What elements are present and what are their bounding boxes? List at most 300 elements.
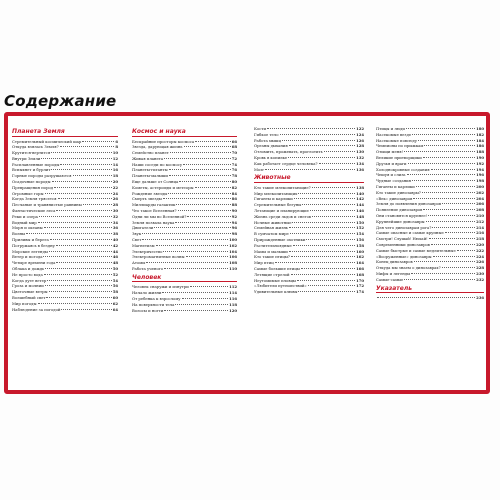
- contents-column-2: [132, 126, 237, 388]
- dot-leader: [56, 245, 112, 246]
- dot-leader: [61, 309, 111, 310]
- toc-entry-page: 210: [476, 212, 484, 218]
- toc-entry-title: Внутри Земли: [12, 155, 41, 161]
- toc-entry-title: Свет: [132, 237, 142, 243]
- dot-leader: [308, 285, 355, 286]
- toc-entry-page: 172: [356, 283, 364, 289]
- toc-entry-title: Кто такие динозавры?: [376, 189, 421, 195]
- toc-entry-page: 32: [112, 213, 118, 219]
- toc-entry-title: Мозг: [254, 166, 265, 172]
- dot-leader: [163, 251, 228, 252]
- dot-leader: [302, 204, 355, 205]
- dot-leader: [38, 222, 112, 223]
- section-heading: Космос и наука: [132, 128, 237, 137]
- dot-leader: [163, 198, 231, 199]
- toc-entry-page: 10: [112, 150, 118, 156]
- dot-leader: [175, 304, 228, 305]
- toc-entry-page: 212: [476, 218, 484, 224]
- toc-entry-page: 186: [476, 143, 484, 149]
- toc-entry-title: Для чего динозаврам рога?: [376, 224, 432, 230]
- dot-leader: [412, 134, 475, 135]
- dot-leader: [445, 232, 475, 233]
- dot-leader: [184, 146, 231, 147]
- dot-leader: [298, 193, 355, 194]
- toc-entry-page: 78: [231, 173, 237, 179]
- toc-entry-title: Птицы и люди: [376, 126, 405, 131]
- dot-leader: [310, 210, 355, 211]
- toc-entry-title: Летящие стрелой: [254, 271, 290, 277]
- dot-leader: [411, 273, 475, 274]
- dot-leader: [306, 239, 355, 240]
- dot-leader: [416, 186, 475, 187]
- toc-entry-title: Кровь в копилке: [254, 154, 288, 160]
- dot-leader: [324, 151, 355, 152]
- toc-entry-title: Смерть звезды: [132, 196, 162, 202]
- toc-entry-page: 112: [229, 284, 237, 290]
- toc-entry-page: 38: [112, 231, 118, 237]
- toc-entry-page: 148: [356, 213, 364, 219]
- toc-entry-title: Насекомые повсюду: [376, 137, 417, 143]
- toc-entry-title: Откуда мы знаем о динозаврах?: [376, 265, 441, 271]
- toc-entry-title: Приливы и берега: [12, 237, 49, 243]
- toc-entry-title: Облака и дождь: [12, 266, 45, 272]
- dot-leader: [154, 227, 230, 228]
- toc-entry: [132, 266, 237, 272]
- toc-entry-page: 44: [112, 248, 118, 254]
- toc-entry-page: 188: [476, 149, 484, 155]
- toc-entry-page: 28: [112, 202, 118, 208]
- toc-entry-page: 98: [231, 231, 237, 237]
- dot-leader: [282, 140, 355, 141]
- toc-entry-page: 30: [112, 208, 118, 214]
- dot-leader: [431, 244, 475, 245]
- toc-entry-title: Магнетизм: [132, 242, 155, 248]
- toc-entry-title: Чудные создания: [376, 178, 412, 184]
- toc-entry-page: 100: [229, 237, 237, 243]
- toc-entry-page: 68: [231, 144, 237, 150]
- toc-entry-title: Мир птиц: [254, 260, 274, 266]
- section-heading: Указатель: [376, 285, 484, 294]
- toc-entry-page: 22: [112, 184, 118, 190]
- dot-leader: [51, 152, 111, 153]
- toc-entry-title: Отыщи меня!: [376, 149, 404, 155]
- toc-entry-page: 6: [115, 138, 118, 144]
- toc-entry: [376, 295, 484, 301]
- dot-leader: [52, 181, 112, 182]
- contents-column-1: [12, 126, 118, 388]
- toc-entry-page: 92: [231, 213, 237, 219]
- toc-entry-title: Двигатели: [132, 225, 154, 231]
- toc-entry-title: Кости: [254, 126, 266, 131]
- toc-entry-page: 160: [356, 248, 364, 254]
- toc-entry-page: 50: [112, 266, 118, 272]
- toc-entry-page: 170: [356, 277, 364, 283]
- dot-leader: [432, 227, 475, 228]
- dot-leader: [265, 169, 355, 170]
- toc-entry-title: Моря и океаны: [12, 225, 43, 231]
- toc-entry-page: 204: [476, 195, 484, 201]
- toc-entry-page: 66: [231, 138, 237, 144]
- toc-entry-page: 34: [112, 219, 118, 225]
- toc-entry-page: 60: [112, 295, 118, 301]
- dot-leader: [142, 239, 228, 240]
- toc-entry-title: Мифы и легенды: [376, 270, 411, 276]
- toc-entry-page: 196: [476, 172, 484, 178]
- toc-entry-page: 108: [229, 260, 237, 266]
- toc-entry-page: 146: [356, 208, 364, 214]
- toc-entry-page: 90: [231, 208, 237, 214]
- dot-leader: [44, 227, 112, 228]
- dot-leader: [170, 152, 231, 153]
- toc-entry-title: Планеты-гиганты: [132, 167, 168, 173]
- dot-leader: [404, 279, 475, 280]
- toc-entry-title: Великие притворщики: [376, 154, 422, 160]
- toc-entry-page: 8: [115, 144, 118, 150]
- toc-entry-title: «Любители путешествий»: [254, 283, 307, 289]
- toc-entry-title: Удивительные клювы: [254, 289, 298, 295]
- toc-entry-page: 96: [231, 225, 237, 231]
- toc-entry-title: Друзья и враги: [376, 160, 407, 166]
- dot-leader: [49, 251, 112, 252]
- toc-entry-title: Самые опасные и самые крупные: [376, 230, 444, 236]
- dot-leader: [164, 268, 228, 269]
- toc-entry-page: 26: [112, 196, 118, 202]
- toc-entry-title: Работа мышц: [254, 137, 281, 143]
- toc-entry-title: Не просто вода: [12, 271, 43, 277]
- toc-entry-title: Самые большие птицы: [254, 266, 300, 272]
- toc-entry-page: 232: [476, 276, 484, 282]
- toc-entry-page: 150: [356, 219, 364, 225]
- toc-entry-title: Бескрайние просторы космоса: [132, 138, 195, 144]
- toc-entry-title: Самые быстрые и самые медлительные: [376, 247, 456, 253]
- toc-entry: [132, 308, 237, 314]
- dot-leader: [423, 157, 475, 158]
- dot-leader: [312, 216, 355, 217]
- toc-entry-page: 40: [112, 237, 118, 243]
- toc-entry-page: 110: [229, 266, 237, 272]
- dot-leader: [301, 268, 355, 269]
- toc-entry-page: 46: [112, 254, 118, 260]
- toc-entry-title: Атомы: [132, 260, 146, 266]
- dot-leader: [44, 274, 112, 275]
- dot-leader: [297, 280, 355, 281]
- page-title: Содержание: [4, 92, 117, 110]
- dot-leader: [428, 215, 475, 216]
- toc-entry-title: Земля до появления динозавров: [376, 201, 442, 207]
- toc-entry-title: Мир погоды: [12, 300, 37, 306]
- dot-leader: [312, 187, 355, 188]
- toc-entry-title: Фантастические леса: [12, 208, 56, 214]
- dot-leader: [56, 210, 111, 211]
- toc-entry-title: Работа ученого: [132, 266, 164, 272]
- dot-leader: [82, 141, 114, 142]
- toc-entry-page: 136: [356, 166, 364, 172]
- toc-entry-page: 174: [356, 289, 364, 295]
- dot-leader: [412, 180, 475, 181]
- toc-entry-title: Электромагнитные волны: [132, 254, 185, 260]
- dot-leader: [275, 262, 355, 263]
- toc-entry-page: 122: [356, 126, 364, 131]
- dot-leader: [289, 145, 355, 146]
- dot-leader: [431, 169, 475, 170]
- toc-entry-title: Четыре времени года: [12, 260, 56, 266]
- dot-leader: [60, 164, 111, 165]
- toc-entry-title: Холоднокровные создания: [376, 166, 430, 172]
- dot-leader: [179, 181, 230, 182]
- toc-entry-page: 152: [356, 225, 364, 231]
- toc-entry-title: Кто такие млекопитающие?: [254, 184, 311, 190]
- toc-entry-title: Ветер и погода: [12, 254, 43, 260]
- toc-entry: [254, 167, 364, 173]
- toc-entry-title: Горные породы разрушаются: [12, 173, 72, 179]
- toc-entry-page: 224: [476, 253, 484, 259]
- toc-entry-page: 180: [476, 126, 484, 131]
- toc-entry: [12, 307, 118, 313]
- dot-leader: [56, 262, 111, 263]
- toc-entry-title: Мир млекопитающих: [254, 190, 298, 196]
- toc-entry-title: Смотри! Слушай! Нюхай!: [376, 236, 428, 242]
- toc-entry-page: 208: [476, 207, 484, 213]
- toc-entry-title: Когда Земля трясется: [12, 196, 57, 202]
- dot-leader: [429, 238, 475, 239]
- section-heading: Человек: [132, 274, 237, 283]
- toc-entry-page: 190: [476, 154, 484, 160]
- toc-entry-page: 218: [476, 236, 484, 242]
- dot-leader: [423, 209, 475, 210]
- toc-entry-page: 94: [231, 219, 237, 225]
- toc-entry-title: Чемпионы по прыжкам: [376, 143, 424, 149]
- toc-entry-page: 70: [231, 150, 237, 156]
- toc-entry-page: 86: [231, 196, 237, 202]
- dot-leader: [422, 192, 475, 193]
- dot-leader: [162, 292, 228, 293]
- dot-leader: [156, 245, 228, 246]
- toc-entry-page: 126: [356, 137, 364, 143]
- toc-entry-title: Современники динозавров: [376, 241, 430, 247]
- toc-entry-title: Планеты-малыши: [132, 173, 168, 179]
- toc-entry-title: Кто такие птицы?: [254, 254, 290, 260]
- toc-entry-page: 42: [112, 242, 118, 248]
- dot-leader: [83, 204, 112, 205]
- dot-leader: [190, 286, 228, 287]
- toc-entry-page: 36: [112, 225, 118, 231]
- toc-entry-page: 154: [356, 231, 364, 237]
- toc-entry-title: Чешуя и слизь: [376, 172, 406, 178]
- toc-entry-page: 16: [112, 167, 118, 173]
- dot-leader: [60, 146, 115, 147]
- toc-entry-page: 164: [356, 260, 364, 266]
- dot-leader: [289, 227, 355, 228]
- dot-leader: [45, 268, 112, 269]
- toc-entry-title: Семейная жизнь: [254, 225, 288, 231]
- toc-entry-page: 74: [231, 161, 237, 167]
- toc-entry-page: 184: [476, 137, 484, 143]
- toc-entry-page: 12: [112, 155, 118, 161]
- dot-leader: [58, 198, 112, 199]
- dot-leader: [38, 303, 112, 304]
- dot-leader: [186, 256, 229, 257]
- dot-leader: [433, 256, 476, 257]
- dot-leader: [424, 145, 475, 146]
- toc-entry-page: 64: [112, 306, 118, 312]
- toc-entry: [376, 277, 484, 283]
- toc-entry-title: Морские легенды: [12, 248, 48, 254]
- toc-entry-page: 166: [356, 266, 364, 272]
- toc-entry-title: Вспыхнет и бурлит: [12, 167, 51, 173]
- toc-entry-page: 82: [231, 184, 237, 190]
- toc-entry-title: Расплавленные породы: [12, 161, 60, 167]
- dot-leader: [51, 169, 111, 170]
- toc-entry-title: Начало жизни: [132, 290, 162, 296]
- dot-leader: [39, 216, 112, 217]
- toc-entry-title: Как работает сердце человека?: [254, 160, 318, 166]
- toc-entry-page: 130: [356, 149, 364, 155]
- toc-entry-title: «Вооруженные» динозавры: [376, 253, 432, 259]
- dot-leader: [26, 233, 112, 234]
- toc-entry-page: 54: [112, 277, 118, 283]
- toc-entry-title: В сумчатом мире: [254, 231, 289, 237]
- dot-leader: [442, 203, 475, 204]
- dot-leader: [298, 291, 355, 292]
- toc-entry-page: 14: [112, 161, 118, 167]
- toc-entry-title: Гибкое тело: [254, 131, 279, 137]
- dot-leader: [45, 285, 112, 286]
- dot-leader: [319, 163, 356, 164]
- toc-entry-page: 84: [231, 190, 237, 196]
- contents-column-4: [376, 126, 484, 388]
- dot-leader: [291, 256, 355, 257]
- toc-entry-page: 58: [112, 289, 118, 295]
- toc-entry-page: 228: [476, 265, 484, 271]
- toc-entry-title: Огромные горы: [12, 190, 44, 196]
- toc-entry-page: 114: [229, 290, 237, 296]
- dot-leader: [178, 210, 231, 211]
- toc-entry-title: Наши соседи по космосу: [132, 161, 183, 167]
- toc-entry-page: 52: [112, 271, 118, 277]
- toc-entry-page: 236: [476, 295, 484, 301]
- toc-entry-page: 206: [476, 201, 484, 207]
- toc-entry-title: Реки и озера: [12, 213, 38, 219]
- toc-entry-title: Ночные животные: [254, 219, 292, 225]
- contents-column-3: [254, 126, 364, 388]
- dot-leader: [406, 128, 475, 129]
- toc-entry-page: 134: [356, 160, 364, 166]
- toc-entry-page: 102: [229, 242, 237, 248]
- dot-leader: [377, 297, 475, 298]
- toc-entry-title: Насекомые везде: [376, 131, 412, 137]
- toc-entry-title: Гиганты и карлики: [376, 183, 415, 189]
- dot-leader: [169, 169, 231, 170]
- toc-entry-page: 158: [356, 242, 364, 248]
- toc-entry-page: 18: [112, 173, 118, 179]
- dot-leader: [442, 267, 475, 268]
- toc-entry-title: Мамы и малыши: [254, 248, 288, 254]
- toc-entry-page: 216: [476, 230, 484, 236]
- toc-entry-page: 62: [112, 300, 118, 306]
- toc-entry-title: Крутится-вертится: [12, 150, 51, 156]
- toc-entry-page: 220: [476, 241, 484, 247]
- toc-entry-title: Водный мир: [12, 219, 37, 225]
- dot-leader: [175, 222, 230, 223]
- toc-entry-page: 202: [476, 189, 484, 195]
- toc-entry-page: 118: [229, 301, 237, 307]
- dot-leader: [164, 158, 231, 159]
- toc-entry-title: Одни ли мы во Вселенной?: [132, 213, 187, 219]
- dot-leader: [408, 163, 475, 164]
- toc-entry-title: Прирожденные охотники: [254, 237, 306, 243]
- toc-entry-title: Растительноядные: [254, 242, 292, 248]
- dot-leader: [288, 157, 355, 158]
- dot-leader: [146, 262, 228, 263]
- toc-entry-page: 214: [476, 224, 484, 230]
- dot-leader: [418, 140, 475, 141]
- toc-entry-title: Осадочные породы: [12, 179, 51, 185]
- dot-leader: [291, 274, 356, 275]
- toc-entry-page: 230: [476, 270, 484, 276]
- toc-entry-title: Рождение звезды: [132, 190, 168, 196]
- toc-entry-page: 24: [112, 190, 118, 196]
- dot-leader: [41, 158, 111, 159]
- dot-leader: [414, 261, 475, 262]
- dot-leader: [47, 280, 111, 281]
- toc-entry-title: Песчаные и травянистые равнины: [12, 202, 82, 208]
- toc-entry-title: Волшебный свет: [12, 295, 46, 301]
- dot-leader: [54, 187, 112, 188]
- toc-entry-page: 80: [231, 179, 237, 185]
- toc-entry-title: Цветочные ветры: [12, 289, 48, 295]
- toc-entry-title: Миллиарды галактик: [132, 202, 176, 208]
- toc-entry-page: 192: [476, 160, 484, 166]
- toc-entry-title: Появление динозавров: [376, 207, 423, 213]
- toc-entry-title: Электричество: [132, 248, 163, 254]
- toc-entry-title: Стремительные бегуны: [254, 202, 302, 208]
- toc-entry-page: 132: [356, 154, 364, 160]
- toc-entry-title: Наблюдение за погодой: [12, 306, 61, 312]
- toc-entry-title: Конец динозавров: [376, 259, 413, 265]
- toc-entry-page: 226: [476, 259, 484, 265]
- toc-entry-title: Стремительный космический шар: [12, 138, 82, 144]
- dot-leader: [46, 297, 111, 298]
- toc-entry-page: 200: [476, 183, 484, 189]
- toc-entry-page: 162: [356, 254, 364, 260]
- dot-leader: [164, 310, 228, 311]
- toc-entry-title: Семейство планет: [132, 150, 169, 156]
- toc-entry-page: 20: [112, 179, 118, 185]
- toc-entry-page: 76: [231, 167, 237, 173]
- toc-entry-title: Звук: [132, 231, 142, 237]
- dot-leader: [187, 216, 230, 217]
- dot-leader: [176, 204, 230, 205]
- toc-entry-title: Органы дыхания: [254, 143, 288, 149]
- dot-leader: [426, 221, 475, 222]
- dot-leader: [294, 198, 355, 199]
- dot-leader: [289, 251, 355, 252]
- toc-entry-title: Отломить, прожевать, проглотить: [254, 149, 323, 155]
- toc-entry-title: От ребенка к взрослому: [132, 295, 181, 301]
- toc-entry-page: 138: [356, 184, 364, 190]
- toc-entry-title: Гиганты и карлики: [254, 196, 293, 202]
- toc-entry-title: Погружаясь в бездну: [12, 242, 55, 248]
- toc-entry-title: Гроза и молнии: [12, 283, 44, 289]
- toc-entry-title: Летающие и планирующие: [254, 208, 309, 214]
- dot-leader: [280, 134, 356, 135]
- dot-leader: [142, 233, 231, 234]
- toc-entry-page: 104: [229, 248, 237, 254]
- toc-entry-page: 156: [356, 237, 364, 243]
- dot-leader: [293, 245, 355, 246]
- toc-entry-title: Еще дальше от Солнца: [132, 179, 179, 185]
- dot-leader: [404, 151, 475, 152]
